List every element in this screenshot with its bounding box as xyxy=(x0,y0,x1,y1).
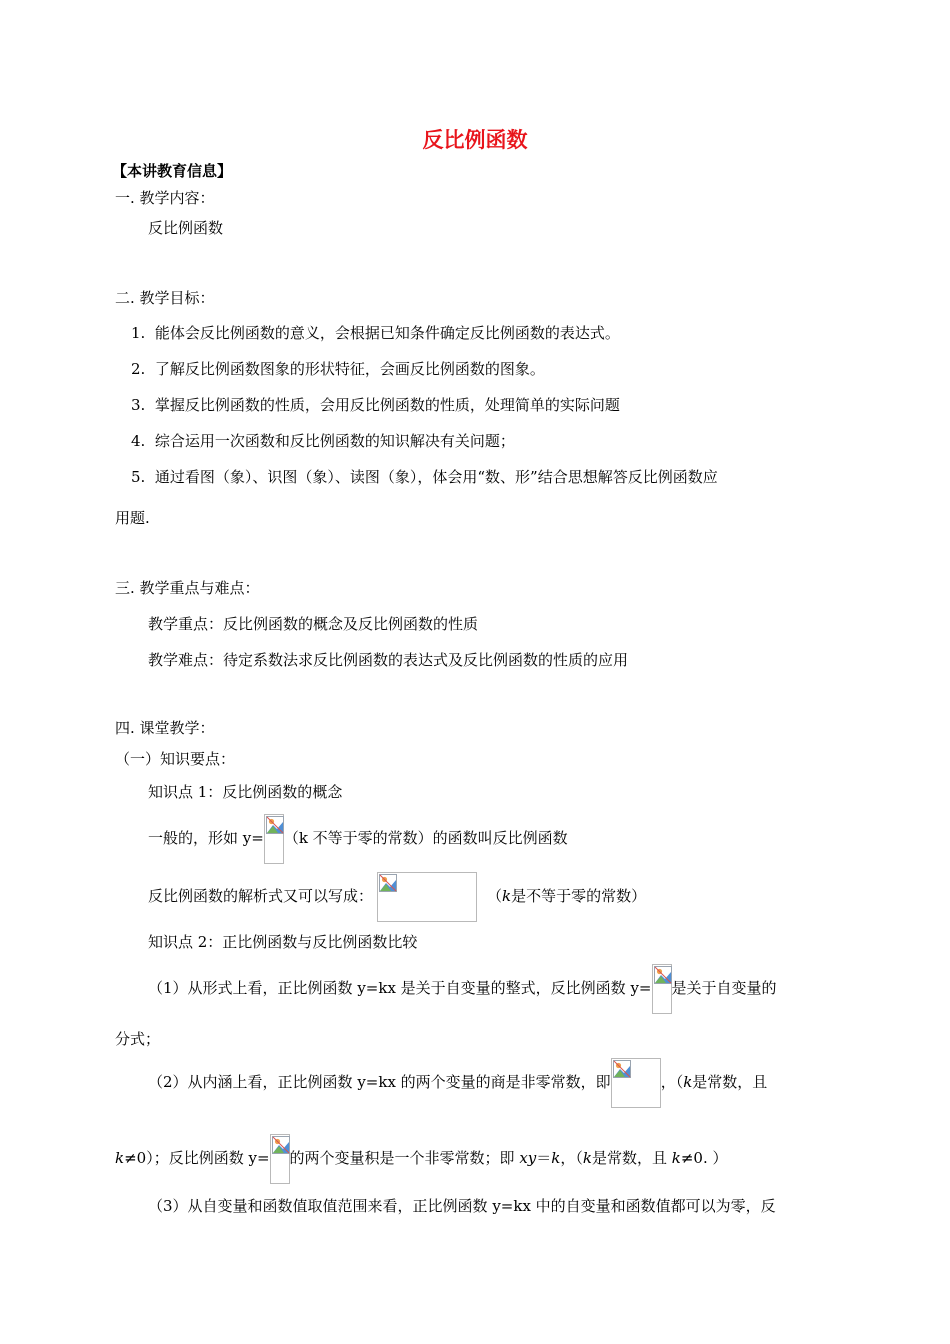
formula-image xyxy=(377,872,477,922)
comparison-2-l2-text-c: ，（ xyxy=(560,1149,583,1167)
comparison-2-l2-text-e: ≠0. ） xyxy=(680,1149,728,1167)
objective-text: 能体会反比例函数的意义，会根据已知条件确定反比例函数的表达式。 xyxy=(154,324,620,342)
s3-heading: 三. 教学重点与难点： xyxy=(115,579,260,597)
comparison-2-l2-k: k xyxy=(115,1149,125,1167)
comparison-2-l2-k2: k xyxy=(551,1149,561,1167)
formula-image xyxy=(270,1134,290,1184)
teaching-difficult-point: 教学难点：待定系数法求反比例函数的表达式及反比例函数的性质的应用 xyxy=(148,651,629,669)
objective-num: 3. xyxy=(131,396,146,414)
objective-text: 了解反比例函数图象的形状特征，会画反比例函数的图象。 xyxy=(154,360,545,378)
objective-item-3 xyxy=(131,395,620,415)
alternate-form-line xyxy=(148,870,646,922)
comparison-2-line xyxy=(148,1056,767,1108)
broken-image-icon xyxy=(272,1136,290,1154)
objective-num: 5. xyxy=(131,468,146,486)
alternate-text-c: 是不等于零的常数） xyxy=(511,887,647,905)
objective-num: 2. xyxy=(131,360,146,378)
comparison-2-text-a: （2）从内涵上看，正比例函数 y=kx 的两个变量的商是非零常数，即 xyxy=(148,1073,611,1091)
comparison-2-l2-xy: xy xyxy=(519,1149,537,1167)
knowledge-point-2-title: 知识点 2：正比例函数与反比例函数比较 xyxy=(148,933,418,951)
s4-heading: 四. 课堂教学： xyxy=(115,719,215,737)
objective-text: 掌握反比例函数的性质，会用反比例函数的性质，处理简单的实际问题 xyxy=(154,396,620,414)
objective-item-4 xyxy=(131,431,515,451)
comparison-1-continued: 分式； xyxy=(115,1030,161,1048)
formula-image xyxy=(611,1058,661,1108)
comparison-2-text-b: ，（ xyxy=(660,1073,684,1091)
broken-image-icon xyxy=(613,1060,631,1078)
alternate-text-b: （ xyxy=(487,887,503,905)
definition-text-a: 一般的，形如 y= xyxy=(148,829,264,847)
definition-line xyxy=(148,812,568,864)
broken-image-icon xyxy=(266,816,284,834)
alternate-k: k xyxy=(502,887,512,905)
objective-num: 1. xyxy=(131,324,146,342)
definition-text-b: （k 不等于零的常数）的函数叫反比例函数 xyxy=(283,829,568,847)
s2-heading: 二. 教学目标： xyxy=(115,289,215,307)
comparison-3-line: （3）从自变量和函数值取值范围来看，正比例函数 y=kx 中的自变量和函数值都可以为零，反 xyxy=(148,1197,776,1215)
objective-item-1 xyxy=(131,323,620,343)
s1-content: 反比例函数 xyxy=(148,219,224,237)
comparison-2-l2-text-b: 的两个变量积是一个非零常数；即 xyxy=(289,1149,520,1167)
comparison-1-text-b: 是关于自变量的 xyxy=(671,979,777,997)
s1-heading: 一. 教学内容： xyxy=(115,189,215,207)
objective-num: 4. xyxy=(131,432,146,450)
knowledge-point-1-title: 知识点 1：反比例函数的概念 xyxy=(148,783,343,801)
formula-image xyxy=(652,964,672,1014)
formula-image xyxy=(264,814,284,864)
broken-image-icon xyxy=(654,966,672,984)
alternate-text-a: 反比例函数的解析式又可以写成： xyxy=(148,887,374,905)
comparison-1-text-a: （1）从形式上看，正比例函数 y=kx 是关于自变量的整式，反比例函数 y= xyxy=(148,979,652,997)
comparison-2-l2-eq: ＝ xyxy=(536,1149,552,1167)
comparison-2-l2-k3: k xyxy=(582,1149,592,1167)
comparison-2-l2-text-d: 是常数，且 xyxy=(591,1149,672,1167)
objective-item-5-continued: 用题. xyxy=(115,509,150,527)
comparison-2-l2-k4: k xyxy=(671,1149,681,1167)
section-header: 【本讲教育信息】 xyxy=(112,162,233,180)
comparison-2-l2-text-a: ≠0）；反比例函数 y= xyxy=(124,1149,270,1167)
teaching-key-point: 教学重点：反比例函数的概念及反比例函数的性质 xyxy=(148,615,479,633)
comparison-2-line-2 xyxy=(115,1132,728,1184)
objective-text: 通过看图（象）、识图（象）、读图（象），体会用“数、形”结合思想解答反比例函数应 xyxy=(154,468,718,486)
comparison-2-text-c: 是常数，且 xyxy=(692,1073,768,1091)
comparison-2-k: k xyxy=(683,1073,693,1091)
document-title: 反比例函数 xyxy=(422,128,528,152)
knowledge-points-heading: （一）知识要点： xyxy=(115,750,236,768)
objective-text: 综合运用一次函数和反比例函数的知识解决有关问题； xyxy=(154,432,515,450)
broken-image-icon xyxy=(379,874,397,892)
comparison-1-line xyxy=(148,962,777,1014)
objective-item-2 xyxy=(131,359,545,379)
objective-item-5 xyxy=(131,467,718,487)
